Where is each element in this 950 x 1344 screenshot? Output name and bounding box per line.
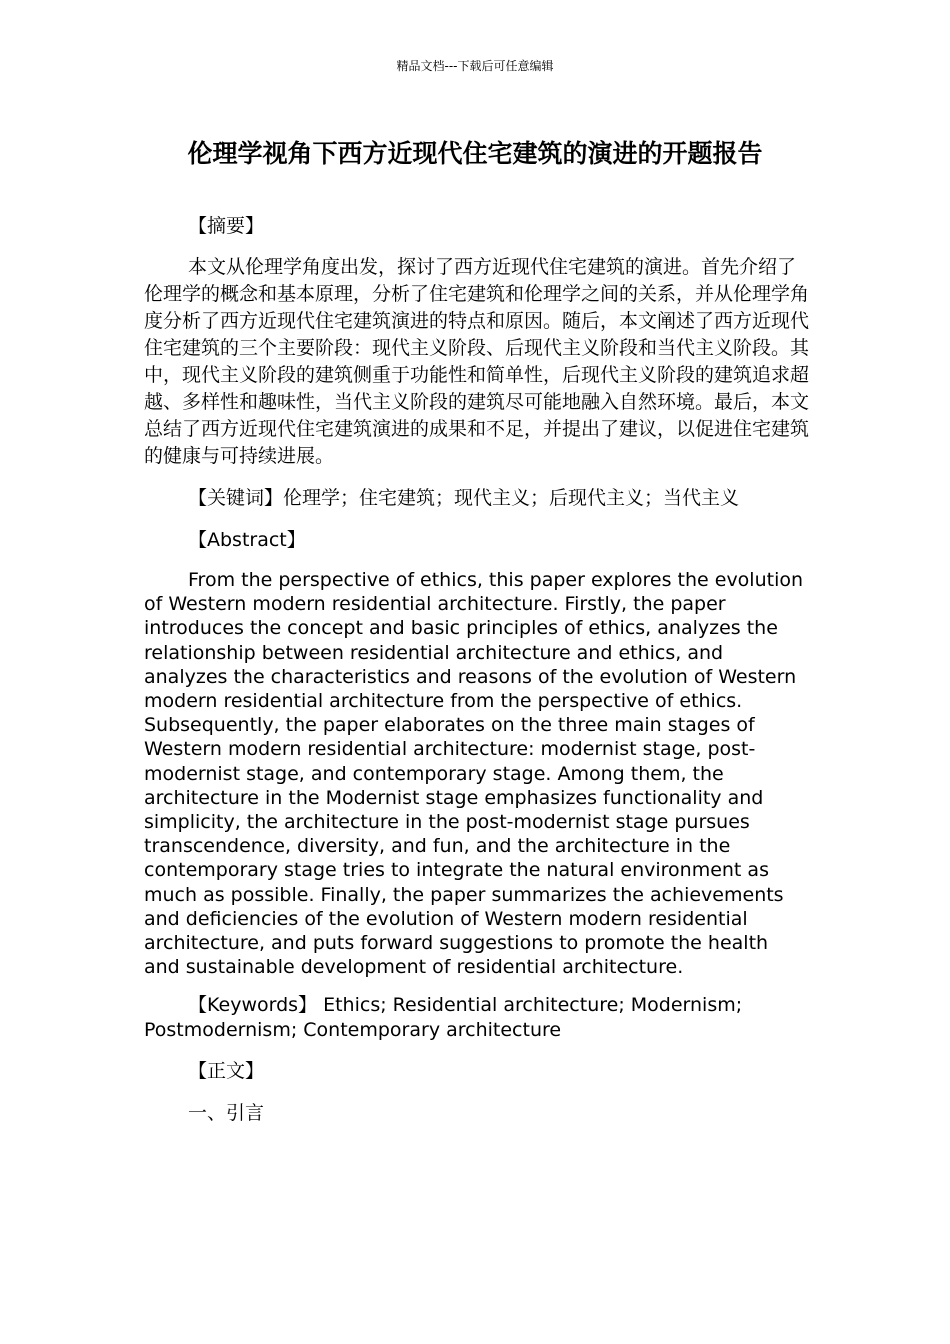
- keywords-en: [144, 993, 809, 1043]
- keywords-en-text: Ethics; Residential architecture; Modernism; Postmodernism; Contemporary architecture: [144, 994, 743, 1042]
- keywords-cn-label: 【关键词】: [188, 487, 284, 509]
- keywords-cn: [144, 484, 809, 512]
- keywords-en-label: 【Keywords】: [188, 994, 318, 1017]
- abstract-cn-text: 本文从伦理学角度出发，探讨了西方近现代住宅建筑的演进。首先介绍了伦理学的概念和基本原理，分析了住宅建筑和伦理学之间的关系，并从伦理学角度分析了西方近现代住宅建筑演进的特点和原因。随后，本文阐述了西方近现代住宅建筑的三个主要阶段：现代主义阶段、后现代主义阶段和当代主义阶段。其中，现代主义阶段的建筑侧重于功能性和简单性，后现代主义阶段的建筑追求超越、多样性和趣味性，当代主义阶段的建筑尽可能地融入自然环境。最后，本文总结了西方近现代住宅建筑演进的成果和不足，并提出了建议，以促进住宅建筑的健康与可持续进展。: [144, 256, 810, 467]
- header-note: 精品文档---下载后可任意编辑: [396, 59, 554, 73]
- section-heading-intro: 一、引言: [188, 1102, 265, 1125]
- abstract-cn-label: 【摘要】: [188, 215, 265, 237]
- document-content: [144, 212, 809, 1141]
- document-title: 伦理学视角下西方近现代住宅建筑的演进的开题报告: [187, 139, 763, 168]
- body-label: 【正文】: [188, 1060, 265, 1083]
- keywords-cn-text: 伦理学；住宅建筑；现代主义；后现代主义；当代主义: [283, 487, 740, 509]
- abstract-en-text: From the perspective of ethics, this paper explores the evolution of Western modern residential architecture. Firstly, the paper introduces the concept and basic principles of ethics, analyzes the relationship between residential architecture and ethics, and analyzes the characteristics and reasons of the evolution of Western modern residential architecture from the perspective of ethics. Subsequently, the paper elaborates on the three main stages of Western modern residential architecture: modernist stage, post-modernist stage, and contemporary stage. Among them, the architecture in the Modernist stage emphasizes functionality and simplicity, the architecture in the post-modernist stage pursues transcendence, diversity, and fun, and the architecture in the contemporary stage tries to integrate the natural environment as much as possible. Finally, the paper summarizes the achievements and deficiencies of the evolution of Western modern residential architecture, and puts forward suggestions to promote the health and sustainable development of residential architecture.: [144, 569, 804, 979]
- abstract-en-label: 【Abstract】: [188, 529, 306, 551]
